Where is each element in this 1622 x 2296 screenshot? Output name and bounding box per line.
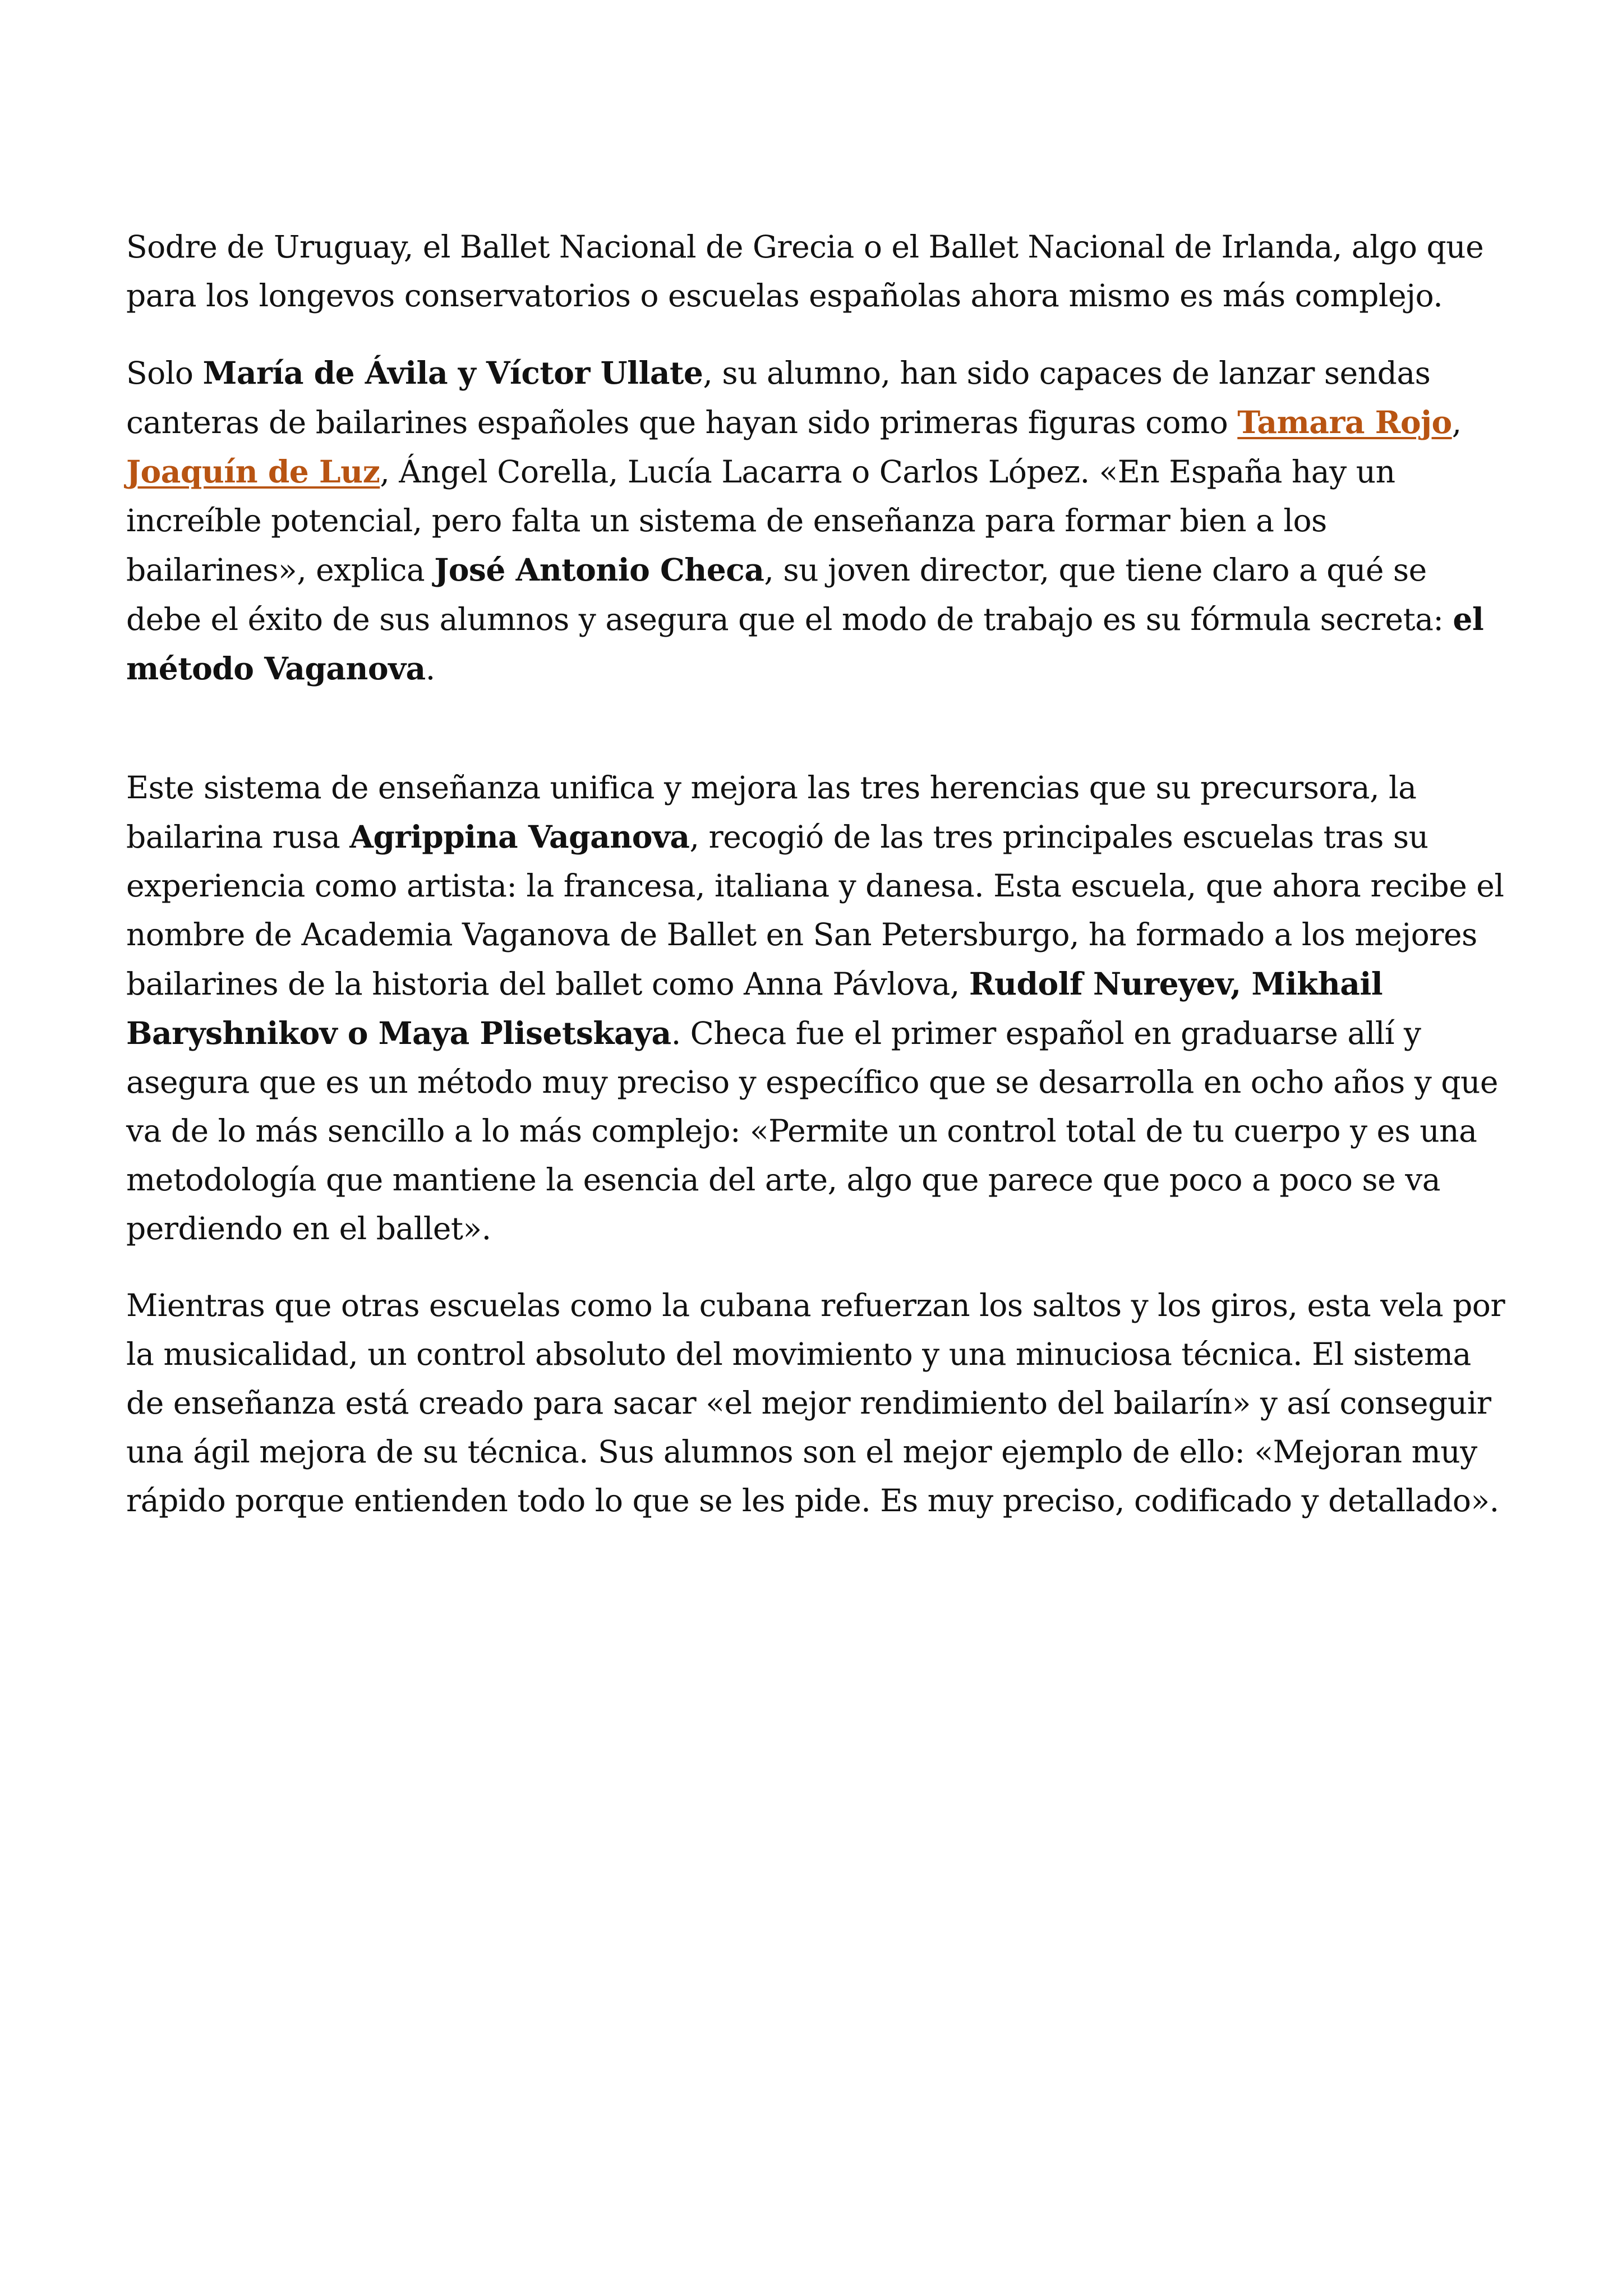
bold-text: María de Ávila y Víctor Ullate <box>202 355 703 391</box>
body-text: . Checa fue el primer español en graduarse allí y asegura que es un método muy preciso y específico que se desarrolla en ocho años y que va de lo más sencillo a lo más complejo: «Permite un control total de tu cuerpo y es una metodología que mantiene la esencia del arte, algo que parece que poco a poco se va perdiendo en el ballet». <box>126 1015 1498 1246</box>
vaganova-method-paragraph <box>126 763 1506 1253</box>
maria-de-avila-paragraph <box>126 348 1506 693</box>
body-text: , Ángel Corella, Lucía Lacarra o Carlos López. «En España hay un increíble potencial, pero falta un sistema de enseñanza para formar bien a los bailarines», explica <box>126 454 1395 588</box>
body-text: Este sistema de enseñanza unifica y mejora las tres herencias que su precursora, la bailarina rusa <box>126 770 1417 855</box>
article-body <box>126 223 1506 1553</box>
body-text: , recogió de las tres principales escuelas tras su experiencia como artista: la francesa, italiana y danesa. Esta escuela, que ahora recibe el nombre de Academia Vaganova de Ballet en San Petersburgo, ha formado a los mejores bailarines de la historia del ballet como Anna Pávlova, <box>126 819 1504 1002</box>
body-text: , su joven director, que tiene claro a qué se debe el éxito de sus alumnos y asegura que el modo de trabajo es su fórmula secreta: <box>126 552 1453 637</box>
body-text: , <box>1451 404 1462 440</box>
bold-text: José Antonio Checa <box>434 551 764 588</box>
bold-text: Agrippina Vaganova <box>349 818 690 855</box>
other-schools-paragraph <box>126 1281 1506 1525</box>
body-text: Solo <box>126 355 203 391</box>
bold-text: Rudolf Nureyev, Mikhail Baryshnikov o Maya Plisetskaya <box>126 965 1383 1051</box>
intro-paragraph <box>126 223 1506 320</box>
body-text: Mientras que otras escuelas como la cubana refuerzan los saltos y los giros, esta vela por la musicalidad, un control absoluto del movimiento y una minuciosa técnica. El sistema de enseñanza está creado para sacar «el mejor rendimiento del bailarín» y así conseguir una ágil mejora de su técnica. Sus alumnos son el mejor ejemplo de ello: «Mejoran muy rápido porque entienden todo lo que se les pide. Es muy preciso, codificado y detallado». <box>126 1287 1505 1519</box>
bold-text: el método Vaganova <box>126 601 1484 687</box>
body-text: Sodre de Uruguay, el Ballet Nacional de Grecia o el Ballet Nacional de Irlanda, algo que para los longevos conservatorios o escuelas españolas ahora mismo es más complejo. <box>126 229 1484 314</box>
link-tamara-rojo[interactable]: Tamara Rojo <box>1237 404 1452 440</box>
link-joaquin-de-luz[interactable]: Joaquín de Luz <box>126 453 380 490</box>
body-text: , su alumno, han sido capaces de lanzar sendas canteras de bailarines españoles que hayan sido primeras figuras como <box>126 355 1431 440</box>
body-text: . <box>425 651 435 687</box>
